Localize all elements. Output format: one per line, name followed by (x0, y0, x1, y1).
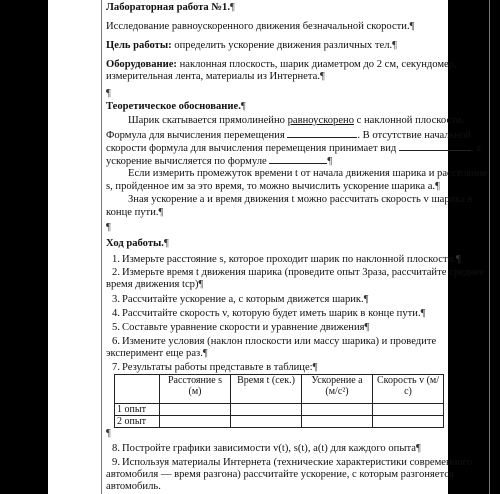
empty-paragraph: ¶ (106, 222, 111, 233)
theory-line-6: s, пройденное им за это время, то можно вычислить ускорение шарика a.¶ (106, 181, 440, 192)
empty-paragraph: ¶ (106, 428, 111, 439)
theory-line-1: Шарик скатывается прямолинейно равноускорено с наклонной плоскости. (128, 115, 465, 126)
step-item: 1. Измерьте расстояние s, которое проходит шарик по наклонной плоскости.¶ (112, 254, 461, 265)
table-cell[interactable] (373, 404, 444, 416)
step-item: 8. Постройте графики зависимости v(t), s(t), a(t) для каждого опыта¶ (112, 443, 421, 454)
step-item: 2. Измерьте время t движения шарика (проведите опыт 3раза, рассчитайте среднее (112, 267, 485, 278)
table-cell: 2 опыт (115, 416, 160, 428)
step-item: 3. Рассчитайте ускорение a, с которым движется шарик.¶ (112, 294, 369, 305)
table-cell: 1 опыт (115, 404, 160, 416)
theory-line-5: Если измерить промежуток времени t от начала движения шарика и расстояние (128, 168, 487, 179)
table-header-cell: Расстояние s (м) (160, 375, 231, 404)
table-cell[interactable] (302, 404, 373, 416)
step-item: 4. Рассчитайте скорость v, которую будет иметь шарик в конце пути.¶ (112, 308, 426, 319)
lab-title: Лабораторная работа №1.¶ (106, 2, 235, 13)
step-item: 6. Измените условия (наклон плоскости или массу шарика) и проведите (112, 336, 437, 347)
step-item-continuation: эксперимент еще раз.¶ (106, 348, 208, 359)
page-margin-left (101, 0, 102, 494)
answer-blank[interactable] (399, 141, 471, 151)
table-header-cell (115, 375, 160, 404)
results-table (114, 374, 444, 428)
step-item-continuation: время движения tср)¶ (106, 279, 204, 290)
table-row (115, 404, 444, 416)
page-margin-right (489, 0, 490, 494)
step-item: 9. Используя материалы Интернета (технические характеристики современного (112, 457, 473, 468)
lab-equipment-line-1: Оборудование: наклонная плоскость, шарик диаметром до 2 см, секундомер, (106, 59, 457, 70)
table-header-cell: Скорость v (м/с) (373, 375, 444, 404)
theory-line-4: ускорение вычисляется по формуле ¶ (106, 156, 333, 167)
document-page (48, 0, 487, 494)
lab-equipment-line-2: измерительная лента, материалы из Интернета.¶ (106, 71, 325, 82)
table-header-row (115, 375, 444, 404)
table-cell[interactable] (160, 404, 231, 416)
theory-line-8: конце пути.¶ (106, 207, 164, 218)
step-item-continuation: автомобиля — время разгона) рассчитайте ускорение, с которым разгоняется (106, 469, 454, 480)
empty-paragraph: ¶ (106, 88, 111, 99)
table-cell[interactable] (231, 404, 302, 416)
table-cell[interactable] (302, 416, 373, 428)
table-cell[interactable] (231, 416, 302, 428)
lab-goal: Цель работы: определить ускорение движения различных тел.¶ (106, 40, 397, 51)
answer-blank[interactable] (269, 154, 327, 164)
theory-heading: Теоретическое обоснование.¶ (106, 101, 246, 112)
step-item: 5. Составьте уравнение скорости и уравнение движения¶ (112, 322, 370, 333)
theory-line-7: Зная ускорение a и время движения t можно рассчитать скорость v шарика в (128, 194, 473, 205)
step-item-continuation: автомобиль. (106, 481, 161, 492)
answer-blank[interactable] (287, 128, 357, 138)
theory-line-3: скорости формула для вычисления перемещения принимает вид , а (106, 143, 481, 154)
table-cell[interactable] (160, 416, 231, 428)
lab-topic: Исследование равноускоренного движения безначальной скорости.¶ (106, 21, 415, 32)
table-header-cell: Ускорение a (м/с²) (302, 375, 373, 404)
step-item: 7. Результаты работы представьте в таблице:¶ (112, 362, 318, 373)
procedure-heading: Ход работы.¶ (106, 238, 169, 249)
table-header-cell: Время t (сек.) (231, 375, 302, 404)
table-row (115, 416, 444, 428)
theory-line-2: Формула для вычисления перемещения . В отсутствие начальной (106, 130, 472, 141)
table-cell[interactable] (373, 416, 444, 428)
